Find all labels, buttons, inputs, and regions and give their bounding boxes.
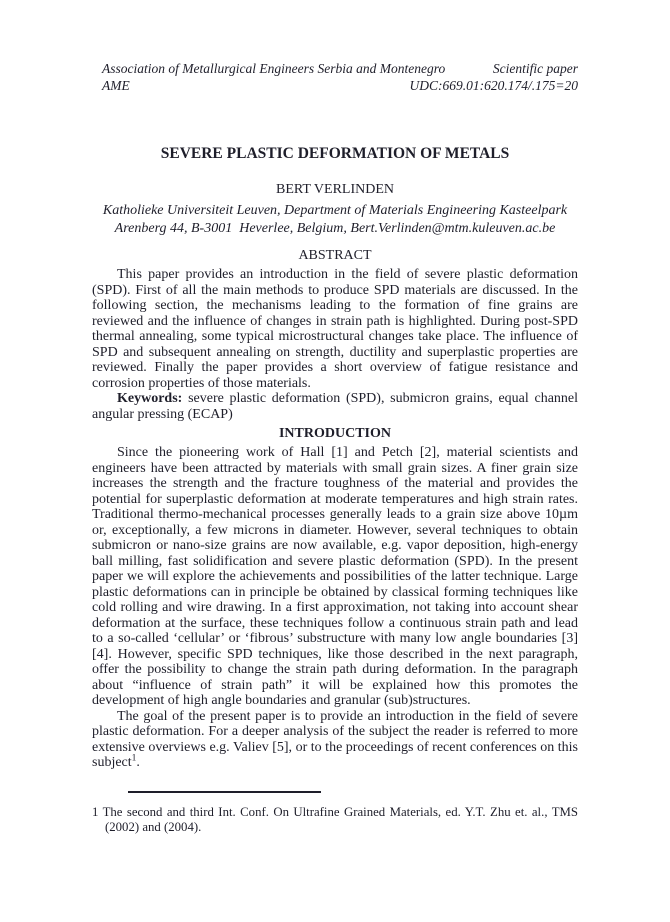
paragraph-2-period: . [136,755,140,770]
footnote-text: The second and third Int. Conf. On Ultrafine Grained Materials, ed. Y.T. Zhu et. al., TMS (2002) and (2004). [102,804,579,834]
keywords-text: severe plastic deformation (SPD), submicron grains, equal channel angular pressing (ECAP) [92,391,579,422]
header-udc-code: UDC:669.01:620.174/.175=20 [409,78,578,93]
keywords-paragraph [92,391,578,422]
introduction-paragraph-2 [92,709,578,771]
footnote [92,805,578,835]
affiliation-line-1: Katholieke Universiteit Leuven, Department of Materials Engineering Kasteelpark [102,203,568,218]
footnote-marker: 1 [92,804,99,819]
header-paper-type: Scientific paper [492,61,578,76]
keywords-label: Keywords: [117,391,183,406]
header-org-abbreviation: AME [102,78,130,93]
header-organization: Association of Metallurgical Engineers Serbia and Montenegro [102,61,446,76]
header-row-1 [102,60,578,77]
footnote-reference-superscript: 1 [131,753,137,764]
introduction-heading: INTRODUCTION [278,426,391,441]
header-row-2 [102,77,578,94]
author-affiliation [92,202,578,237]
paragraph-2-text: The goal of the present paper is to provide an introduction in the field of severe plastic deformation. For a deeper analysis of the subject the reader is referred to more extensive overviews e.g. Valiev [5], or to the proceedings of recent conferences on this subject [92,708,578,770]
abstract-heading: ABSTRACT [298,248,372,263]
page-header [92,60,578,94]
paper-title: SEVERE PLASTIC DEFORMATION OF METALS [160,145,510,162]
introduction-paragraph-1: Since the pioneering work of Hall [1] and Petch [2], material scientists and engineers have been attracted by materials with small grain sizes. A finer grain size increases the strength and the fracture toughness of the material and provides the potential for superplastic deformation at moderate temperatures and high strain rates. Traditional thermo-mechanical processes generally leads to a grain size above 10µm or, exceptionally, a few microns in diameter. However, several techniques to obtain submicron or nano-size grains are now available, e.g. vapor deposition, high-energy ball milling, fast solidification and severe plastic deformation (SPD). In the present paper we will explore the achievements and possibilities of the latter technique. Large plastic deformations can in principle be obtained by classical forming techniques like cold rolling and wire drawing. In a first approximation, not taking into account shear deformation at the surface, these techniques follow a continuous strain path and lead to a so-called ‘cellular’ or ‘fibrous’ substructure with many low angle boundaries [3][4]. However, specific SPD techniques, like those described in the next paragraph, offer the possibility to change the strain path during deformation. In the paragraph about “influence of strain path” it will be explained how this promotes the development of high angle boundaries and granular (sub)structures. [92,445,578,708]
footnote-separator-rule [128,791,321,793]
author-name: BERT VERLINDEN [275,182,395,197]
abstract-paragraph: This paper provides an introduction in the field of severe plastic deformation (SPD). First of all the main methods to produce SPD materials are discussed. In the following section, the mechanisms leading to the formation of fine grains are reviewed and the influence of changes in strain path is highlighted. During post-SPD thermal annealing, some typical microstructural changes take place. The influence of SPD and subsequent annealing on strength, ductility and superplastic properties are reviewed. Finally the paper provides a short overview of fatigue resistance and corrosion properties of those materials. [92,267,578,391]
affiliation-line-2: Arenberg 44, B-3001 Heverlee, Belgium, Bert.Verlinden@mtm.kuleuven.ac.be [114,220,556,236]
